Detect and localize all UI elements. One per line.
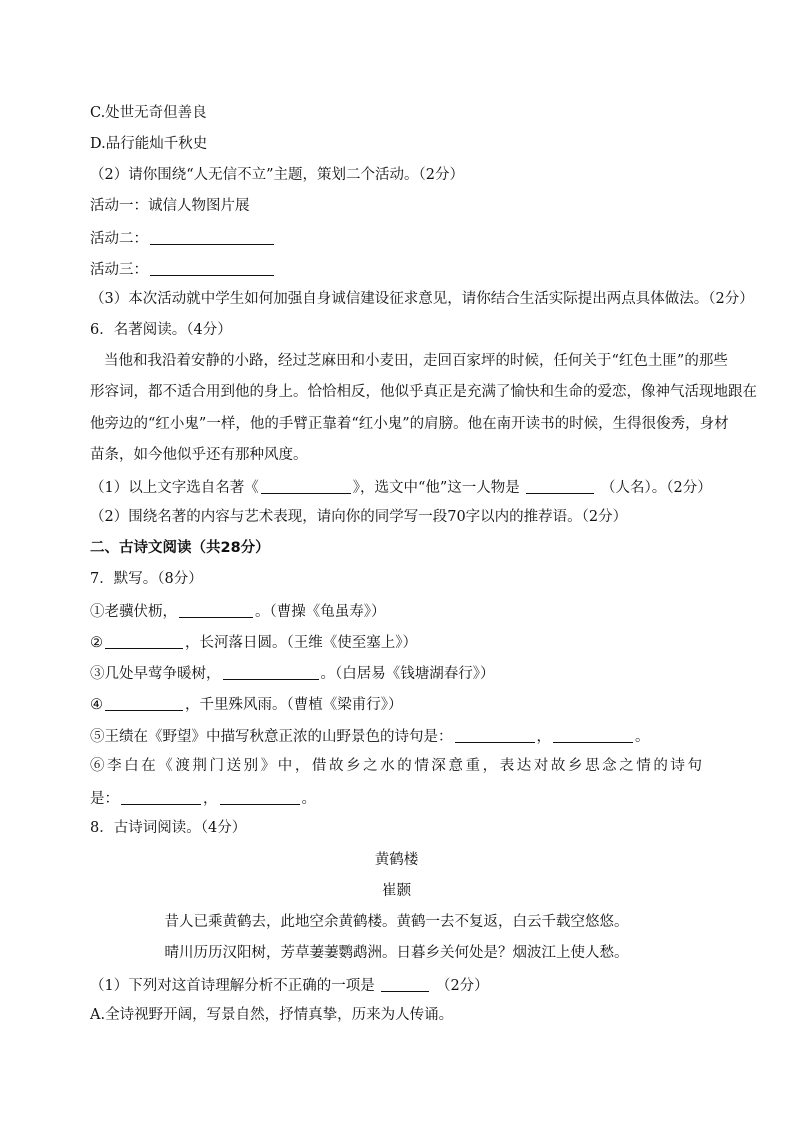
activity-three-blank[interactable] — [150, 261, 274, 276]
dictation-3-a: ③几处早莺争暖树， — [90, 666, 221, 682]
passage-line-3: 他旁边的“红小鬼”一样，他的手臂正靠着“红小鬼”的肩膀。他在南开读书的时候，生得很俊秀，身材 — [90, 416, 729, 432]
poem-title: 黄鹤楼 — [374, 852, 419, 868]
question-6-2: （2）围绕名著的内容与艺术表现，请向你的同学写一段70字以内的推荐语。（2分） — [90, 509, 628, 525]
option-a: A.全诗视野开阔，写景自然，抒情真挚，历来为人传诵。 — [90, 1007, 454, 1023]
dictation-1-blank[interactable] — [179, 603, 253, 618]
question-7: 7．默写。（8分） — [90, 571, 203, 587]
dictation-3-blank[interactable] — [223, 665, 319, 680]
dictation-6-blank-2[interactable] — [220, 790, 300, 805]
q8-1-answer-blank[interactable] — [381, 977, 429, 992]
q6-1-text-c: （人名）。（2分） — [601, 480, 712, 496]
q6-1-text-a: （1）以上文字选自名著《 — [90, 480, 259, 496]
dictation-6-answer — [90, 790, 316, 807]
dictation-2-b: ，长河落日圆。（王维《使至塞上》） — [185, 635, 417, 651]
question-5-3: （3）本次活动就中学生如何加强自身诚信建设征求意见，请你结合生活实际提出两点具体做法。（2分） — [90, 291, 754, 307]
dictation-2-blank[interactable] — [105, 634, 183, 649]
poem-author: 崔颢 — [382, 883, 411, 899]
activity-one: 活动一：诚信人物图片展 — [90, 198, 250, 214]
activity-three — [90, 261, 276, 278]
option-c: C.处世无奇但善良 — [90, 105, 207, 121]
activity-two-blank[interactable] — [150, 230, 274, 245]
passage-line-1: 当他和我沿着安静的小路，经过芝麻田和小麦田，走回百家坪的时候，任何关于“红色土匪”的那些 — [104, 353, 728, 369]
q8-1-text-a: （1）下列对这首诗理解分析不正确的一项是 — [90, 978, 375, 994]
question-6-1 — [90, 479, 712, 496]
question-6: 6．名著阅读。（4分） — [90, 322, 232, 338]
dictation-1-b: 。（曹操《龟虽寿》） — [255, 604, 386, 620]
dictation-6-b: ， — [203, 791, 218, 807]
dictation-4-b: ，千里殊风雨。（曹植《梁甫行》） — [185, 697, 403, 713]
person-name-blank[interactable] — [526, 479, 594, 494]
passage-line-2: 形容词，都不适合用到他的身上。恰恰相反，他似乎真正是充满了愉快和生命的爱恋，像神气活现地跟在 — [90, 384, 757, 400]
dictation-6: ⑥李白在《渡荆门送别》中，借故乡之水的情深意重，表达对故乡思念之情的诗句 — [90, 758, 702, 774]
dictation-2-a: ② — [90, 635, 103, 651]
question-5-2: （2）请你围绕“人无信不立”主题，策划二个活动。（2分） — [90, 167, 465, 183]
q6-1-text-b: 》，选文中“他”这一人物是 — [352, 480, 520, 496]
dictation-2 — [90, 634, 417, 651]
dictation-6-a: 是： — [90, 791, 119, 807]
dictation-6-c: 。 — [301, 791, 316, 807]
dictation-4-a: ④ — [90, 697, 103, 713]
book-title-blank[interactable] — [261, 479, 351, 494]
dictation-5-a: ⑤王绩在《野望》中描写秋意正浓的山野景色的诗句是： — [90, 729, 453, 745]
dictation-6-blank-1[interactable] — [121, 790, 201, 805]
passage-line-4: 苗条，如今他似乎还有那种风度。 — [90, 447, 308, 463]
dictation-1-a: ①老骥伏枥， — [90, 604, 177, 620]
question-8: 8．古诗词阅读。（4分） — [90, 820, 247, 836]
dictation-4-blank[interactable] — [105, 696, 183, 711]
dictation-5-blank-1[interactable] — [455, 728, 535, 743]
poem-line-2: 晴川历历汉阳树，芳草萋萋鹦鹉洲。日暮乡关何处是？烟波江上使人愁。 — [164, 945, 629, 961]
dictation-5 — [90, 728, 650, 745]
activity-three-label: 活动三： — [90, 262, 148, 278]
question-8-1 — [90, 977, 489, 994]
dictation-5-blank-2[interactable] — [553, 728, 633, 743]
activity-two — [90, 230, 276, 247]
dictation-3-b: 。（白居易《钱塘湖春行》） — [320, 666, 495, 682]
section-2-heading: 二、古诗文阅读（共28分） — [90, 540, 270, 556]
dictation-5-b: ， — [536, 729, 551, 745]
option-d: D.品行能灿千秋史 — [90, 136, 208, 152]
dictation-1 — [90, 603, 386, 620]
dictation-4 — [90, 696, 403, 713]
activity-two-label: 活动二： — [90, 231, 148, 247]
dictation-5-c: 。 — [635, 729, 650, 745]
q8-1-text-b: （2分） — [435, 978, 489, 994]
dictation-3 — [90, 665, 495, 682]
poem-line-1: 昔人已乘黄鹤去，此地空余黄鹤楼。黄鹤一去不复返，白云千载空悠悠。 — [164, 914, 629, 930]
